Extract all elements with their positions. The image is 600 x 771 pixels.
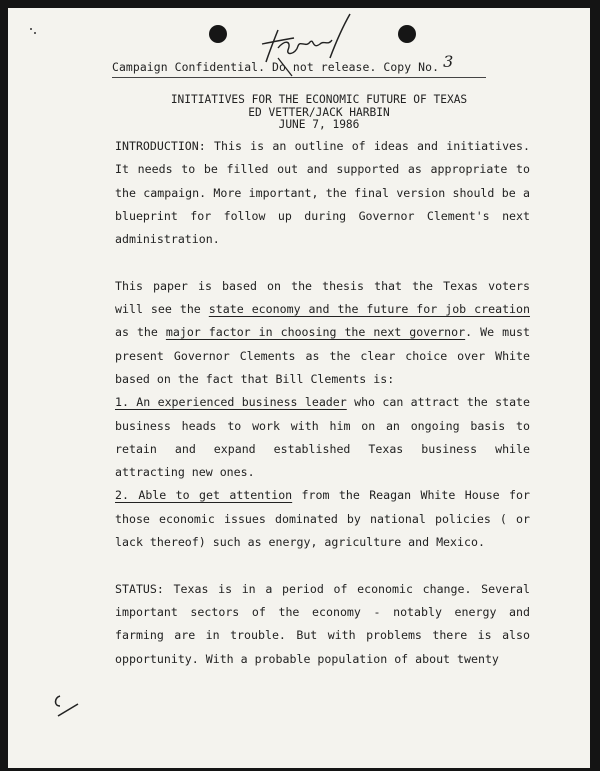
point-one-text: who can attract the state business heads to work with him on an ongoing basis to retain and expand established Texas business while attracting new ones.	[115, 395, 531, 480]
document-title: INITIATIVES FOR THE ECONOMIC FUTURE OF TEXAS	[170, 93, 468, 106]
point-two	[115, 484, 530, 554]
copy-label: Copy No.	[383, 60, 440, 74]
punch-hole-right	[398, 25, 416, 43]
document-title-block	[8, 94, 590, 132]
document-date: JUNE 7, 1986	[278, 118, 360, 131]
underlined-phrase: state economy and the future for job creation	[208, 302, 530, 317]
confidential-label: Campaign Confidential.	[112, 60, 266, 74]
thesis-paragraph	[115, 275, 530, 391]
introduction-text: This is an outline of ideas and initiatives. It needs to be filled out and supported as appropriate to the campaign. More important, the final version should be a blueprint for follow up during Governor Clement's next administration.	[115, 139, 530, 247]
margin-handwritten-mark	[48, 688, 88, 728]
thesis-text: as the	[115, 325, 166, 340]
status-label: STATUS:	[115, 581, 164, 596]
status-paragraph	[115, 578, 530, 671]
handwritten-note	[248, 10, 358, 80]
document-page	[8, 8, 590, 768]
document-authors: ED VETTER/JACK HARBIN	[248, 105, 390, 119]
speck-mark	[30, 28, 32, 30]
underlined-phrase: major factor in choosing the next governor	[165, 325, 466, 340]
document-body	[115, 135, 530, 671]
point-two-heading: 2. Able to get attention	[115, 488, 293, 503]
copy-number: 3	[443, 52, 454, 71]
thesis-text: This paper is based on the thesis that the Texas voters will see the	[115, 278, 530, 317]
point-two-text: from the Reagan White House for those economic issues dominated by national policies ( or lack thereof) such as energy, agriculture and Mexico.	[115, 488, 530, 550]
point-one-heading: 1. An experienced business leader	[115, 395, 347, 410]
introduction-paragraph	[115, 135, 530, 251]
thesis-text: . We must present Governor Clements as the clear choice over White based on the fact that Bill Clements is:	[115, 325, 530, 386]
release-label: Do not release.	[272, 60, 377, 74]
speck-mark	[34, 32, 36, 34]
status-text: Texas is in a period of economic change. Several important sectors of the economy - notably energy and farming are in trouble. But with problems there is also opportunity. With a probable population of about twenty	[115, 581, 530, 666]
punch-hole-left	[209, 25, 227, 43]
introduction-label: INTRODUCTION:	[115, 139, 206, 153]
point-one	[115, 391, 530, 484]
